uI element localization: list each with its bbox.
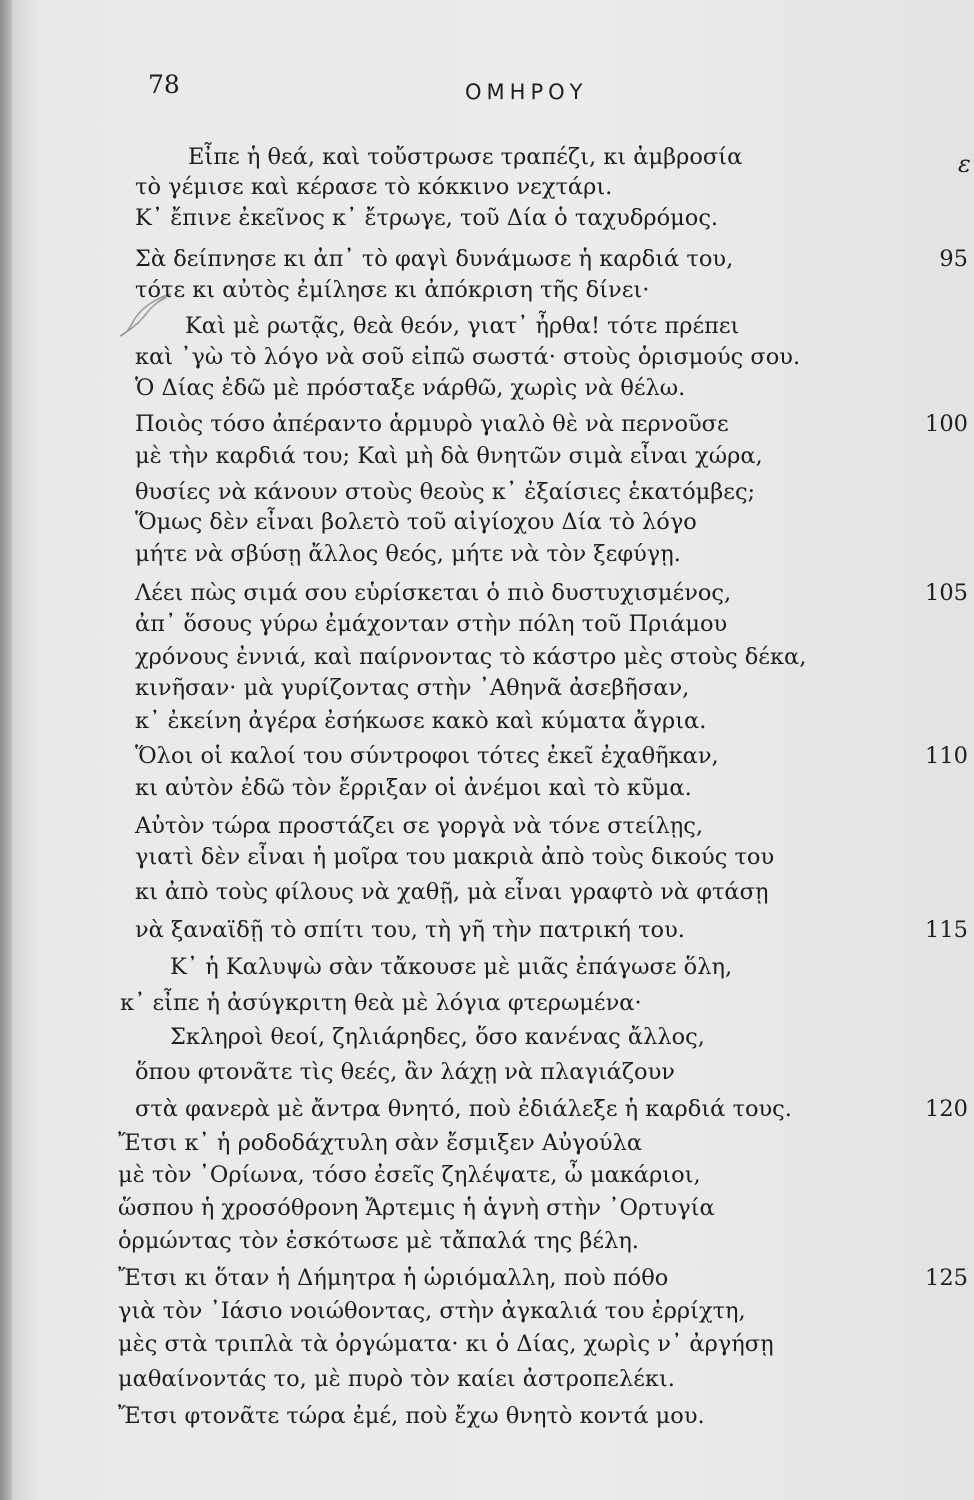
verse-line [0,171,974,203]
verse-line [0,841,974,873]
verse-line [0,506,974,538]
verse-text: κ᾽ εἶπε ἡ ἀσύγκριτη θεὰ μὲ λόγια φτερωμένα· [120,990,642,1016]
verse-text: καὶ ᾽γὼ τὸ λόγο νὰ σοῦ εἰπῶ σωστά· στοὺς ὁρισμούς σου. [135,344,801,370]
verse-text: μαθαίνοντάς το, μὲ πυρὸ τὸν καίει ἀστροπελέκι. [118,1366,675,1392]
verse-text: μήτε νὰ σβύσῃ ἄλλος θεός, μήτε νὰ τὸν ξεφύγῃ. [135,541,681,567]
verse-text: Κ᾽ ἔπινε ἐκεῖνος κ᾽ ἔτρωγε, τοῦ Δία ὁ ταχυδρόμος. [135,205,719,231]
verse-text: Ποιὸς τόσο ἀπέραντο ἁρμυρὸ γιαλὸ θὲ νὰ περνοῦσε [135,411,729,437]
verse-line [0,987,974,1019]
verse-line [0,243,974,275]
verse-line [0,876,974,908]
verse-text: νὰ ξαναϊδῇ τὸ σπίτι του, τὴ γῆ τὴν πατρική του. [135,917,685,943]
verse-line [0,440,974,472]
verse-text: χρόνους ἐννιά, καὶ παίρνοντας τὸ κάστρο μὲς στοὺς δέκα, [135,644,807,670]
verse-text: Λέει πὼς σιμά σου εὑρίσκεται ὁ πιὸ δυστυχισμένος, [135,580,732,606]
verse-line [0,1021,974,1053]
line-number: 120 [925,1096,968,1122]
verse-text: Σὰ δείπνησε κι ἀπ᾽ τὸ φαγὶ δυνάμωσε ἡ καρδιά του, [135,246,734,272]
verse-line [0,914,974,946]
verse-text: Σκληροὶ θεοί, ζηλιάρηδες, ὅσο κανένας ἄλλος, [170,1024,705,1050]
verse-line [0,310,974,342]
verse-text: κι ἀπὸ τοὺς φίλους νὰ χαθῇ, μὰ εἶναι γραφτὸ νὰ φτάσῃ [135,879,769,905]
verse-line [0,538,974,570]
verse-line [0,1225,974,1257]
verse-text: τότε κι αὐτὸς ἐμίλησε κι ἀπόκριση τῆς δίνει· [135,277,650,303]
verse-line [0,672,974,704]
verse-line [0,1127,974,1159]
verse-line [0,1159,974,1191]
verse-text: Ὅλοι οἱ καλοί του σύντροφοι τότες ἐκεῖ ἐχαθῆκαν, [135,743,719,769]
verse-line [0,1056,974,1088]
verse-line [0,341,974,373]
verse-text: Ἔτσι κ᾽ ἡ ροδοδάχτυλη σὰν ἔσμιξεν Αὐγούλα [118,1130,643,1156]
verse-line [0,1262,974,1294]
verse-text: μὲς στὰ τριπλὰ τὰ ὀργώματα· κι ὁ Δίας, χωρὶς ν᾽ ἀργήσῃ [118,1331,774,1357]
page-number: 78 [148,70,180,99]
verse-line [0,1400,974,1432]
verse-line [0,476,974,508]
verse-line [0,1192,974,1224]
line-number: 115 [925,917,968,943]
verse-line [0,1093,974,1125]
verse-line [0,372,974,404]
verse-text: στὰ φανερὰ μὲ ἄντρα θνητό, ποὺ ἐδιάλεξε ἡ καρδιά τους. [135,1096,792,1122]
verse-text: κι αὐτὸν ἐδῶ τὸν ἔρριξαν οἱ ἀνέμοι καὶ τὸ κῦμα. [135,775,692,801]
verse-text: Ὅμως δὲν εἶναι βολετὸ τοῦ αἰγίοχου Δία τὸ λόγο [135,509,697,535]
line-number: 110 [925,743,968,769]
verse-text: γιατὶ δὲν εἶναι ἡ μοῖρα του μακριὰ ἀπὸ τοὺς δικούς του [135,844,775,870]
verse-line [0,951,974,983]
verse-text: τὸ γέμισε καὶ κέρασε τὸ κόκκινο νεχτάρι. [135,174,613,200]
verse-text: θυσίες νὰ κάνουν στοὺς θεοὺς κ᾽ ἐξαίσιες ἑκατόμβες; [135,479,756,505]
verse-line [0,141,974,173]
verse-text: μὲ τὸν ᾽Ορίωνα, τόσο ἐσεῖς ζηλέψατε, ὦ μακάριοι, [118,1162,701,1188]
verse-line [0,705,974,737]
verse-line [0,641,974,673]
verse-line [0,810,974,842]
verse-line [0,408,974,440]
verse-line [0,202,974,234]
verse-text: γιὰ τὸν ᾽Ιάσιο νοιώθοντας, στὴν ἀγκαλιά του ἐρρίχτη, [118,1298,746,1324]
line-number: 105 [925,580,968,606]
running-head: ΟΜΗΡΟΥ [465,80,588,104]
verse-line [0,1363,974,1395]
line-number: 100 [925,411,968,437]
verse-text: Καὶ μὲ ρωτᾷς, θεὰ θεόν, γιατ᾽ ἦρθα! τότε πρέπει [185,313,740,339]
verse-text: Ἔτσι κι ὅταν ἡ Δήμητρα ἡ ὡριόμαλλη, ποὺ πόθο [118,1265,669,1291]
verse-line [0,577,974,609]
verse-text: ὅπου φτονᾶτε τὶς θεές, ἂν λάχῃ νὰ πλαγιάζουν [135,1059,675,1085]
verse-text: Εἶπε ἡ θεά, καὶ τοὔστρωσε τραπέζι, κι ἀμβροσία [188,144,743,170]
verse-text: Αὐτὸν τώρα προστάζει σε γοργὰ νὰ τόνε στείλῃς, [135,813,703,839]
verse-text: κ᾽ ἐκείνη ἀγέρα ἐσήκωσε κακὸ καὶ κύματα ἄγρια. [135,708,707,734]
margin-mark: ε [958,150,971,178]
verse-line [0,274,974,306]
verse-text: ὁρμώντας τὸν ἐσκότωσε μὲ τἄπαλά της βέλη. [118,1228,639,1254]
line-number: 125 [925,1265,968,1291]
verse-text: μὲ τὴν καρδιά του; Καὶ μὴ δὰ θνητῶν σιμὰ εἶναι χώρα, [135,443,763,469]
verse-text: ὥσπου ἡ χροσόθρονη Ἄρτεμις ἡ ἁγνὴ στὴν ᾽Ορτυγία [118,1195,715,1221]
verse-text: Ἔτσι φτονᾶτε τώρα ἐμέ, ποὺ ἔχω θνητὸ κοντά μου. [118,1403,705,1429]
verse-text: Ὁ Δίας ἐδῶ μὲ πρόσταξε νάρθῶ, χωρὶς νὰ θέλω. [135,375,686,401]
verse-text: κινῆσαν· μὰ γυρίζοντας στὴν ᾽Αθηνᾶ ἀσεβῆσαν, [135,675,690,701]
verse-line [0,740,974,772]
line-number: 95 [939,246,968,272]
verse-line [0,608,974,640]
verse-line [0,1295,974,1327]
verse-line [0,772,974,804]
verse-line [0,1328,974,1360]
verse-text: ἀπ᾽ ὅσους γύρω ἐμάχονταν στὴν πόλη τοῦ Πριάμου [135,611,728,637]
verse-text: Κ᾽ ἡ Καλυψὼ σὰν τἄκουσε μὲ μιᾶς ἐπάγωσε ὅλη, [170,954,733,980]
